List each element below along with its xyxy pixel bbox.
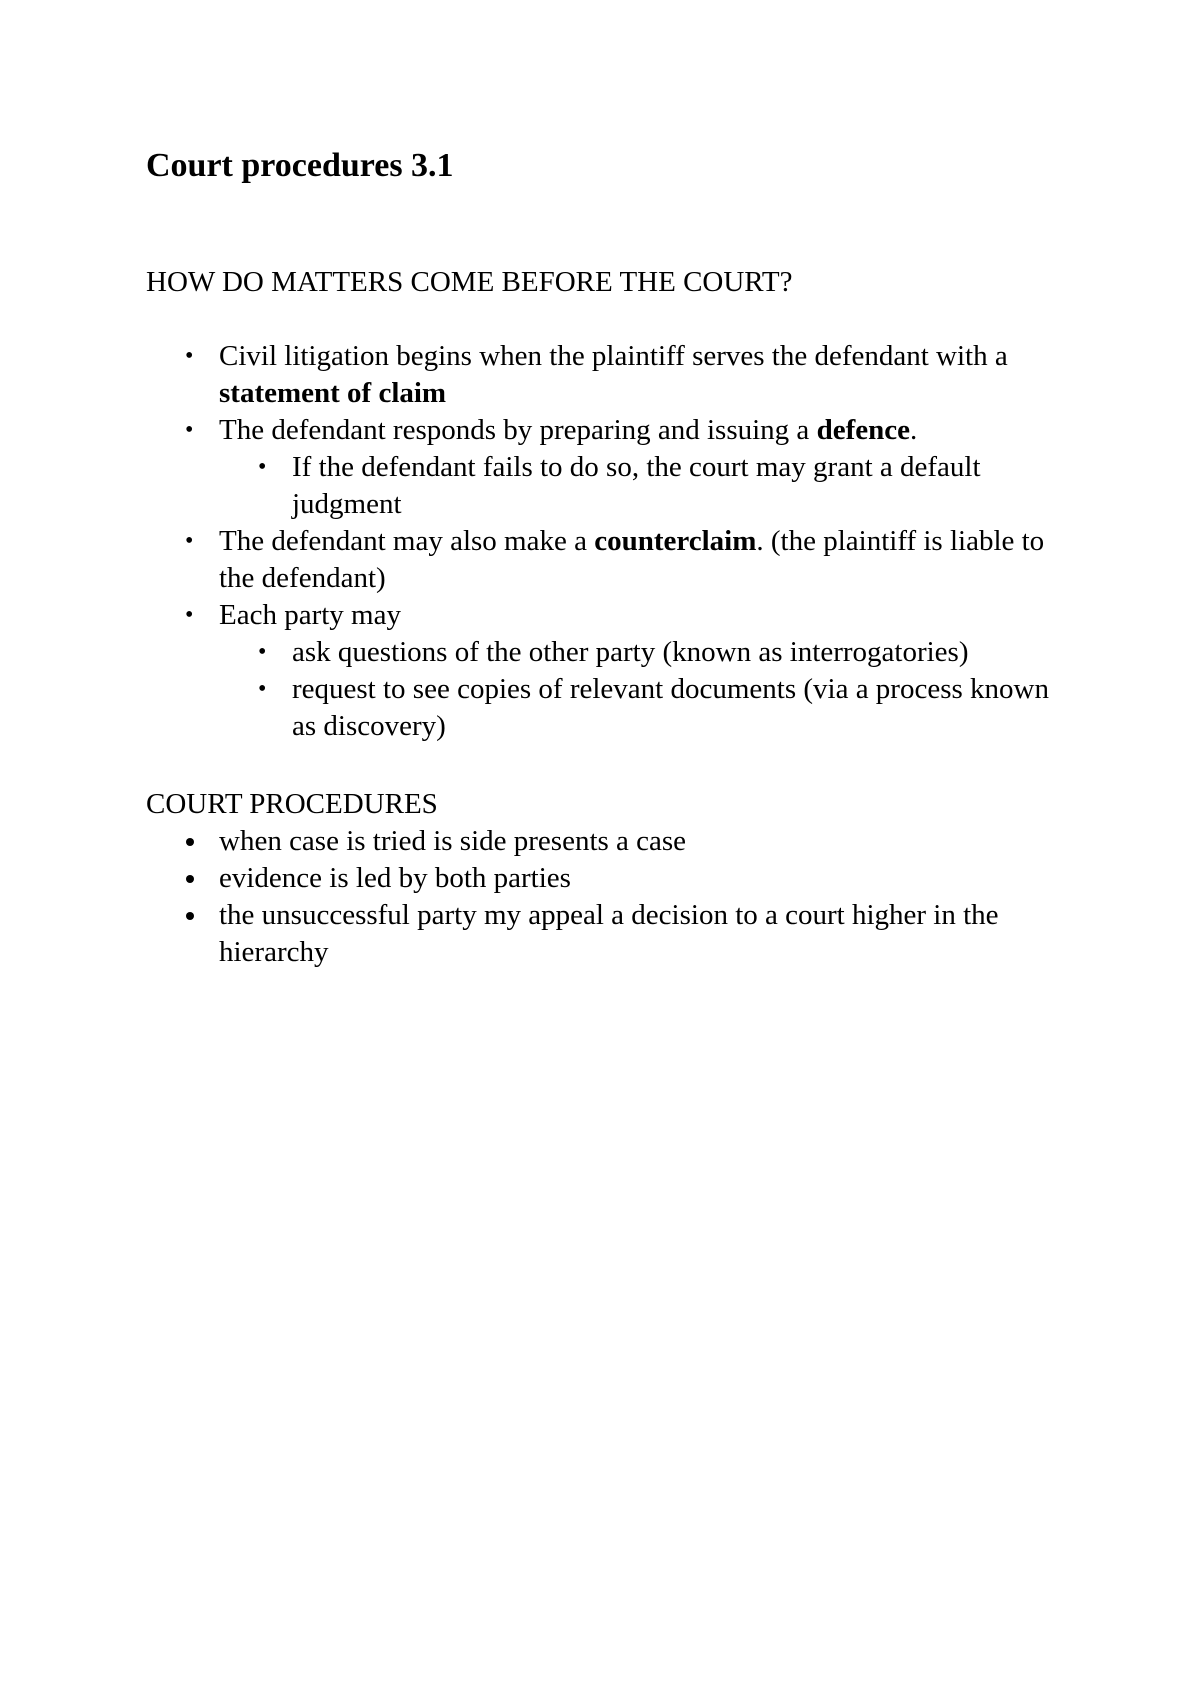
bullet-icon: • xyxy=(185,417,194,443)
section-heading-court-procedures: COURT PROCEDURES xyxy=(146,788,438,820)
bullet-icon xyxy=(186,838,194,846)
list-item-text: Civil litigation begins when the plaintiff serves the defendant with a statement of claim xyxy=(219,340,1008,409)
list-item xyxy=(0,823,1049,860)
bullet-icon: • xyxy=(185,343,194,369)
bold-term: counterclaim xyxy=(594,525,757,557)
sub-list-item xyxy=(0,449,1067,523)
bold-term: defence xyxy=(816,414,910,446)
list-item-text: The defendant may also make a counterclaim. (the plaintiff is liable to the defendant) xyxy=(219,525,1045,594)
bullet-icon: • xyxy=(258,676,267,702)
list-item xyxy=(0,860,1049,897)
document-title: Court procedures 3.1 xyxy=(146,147,454,184)
list-item-text: the unsuccessful party my appeal a decision to a court higher in the hierarchy xyxy=(219,899,999,968)
bullet-icon: • xyxy=(185,602,194,628)
bullet-icon: • xyxy=(258,639,267,665)
list-item-text: The defendant responds by preparing and issuing a defence. xyxy=(219,414,918,446)
list-item xyxy=(0,897,1049,971)
bullet-icon: • xyxy=(185,528,194,554)
sub-list-item xyxy=(0,671,1067,745)
bullet-icon xyxy=(186,875,194,883)
list-item xyxy=(0,338,1049,412)
list-item-text: when case is tried is side presents a case xyxy=(219,825,687,857)
list-item xyxy=(0,523,1049,597)
how-matters-list xyxy=(0,338,1067,745)
court-procedures-list xyxy=(0,823,1049,971)
section-heading-how-matters: HOW DO MATTERS COME BEFORE THE COURT? xyxy=(146,266,793,298)
list-item-text: evidence is led by both parties xyxy=(219,862,571,894)
list-item-text: request to see copies of relevant documents (via a process known as discovery) xyxy=(292,673,1049,742)
bullet-icon xyxy=(186,912,194,920)
bullet-icon: • xyxy=(258,454,267,480)
list-item xyxy=(0,412,1049,449)
sub-list-item xyxy=(0,634,1067,671)
bold-term: statement of claim xyxy=(219,377,447,409)
list-item-text: ask questions of the other party (known as interrogatories) xyxy=(292,636,969,668)
list-item xyxy=(0,597,1049,634)
list-item-text: If the defendant fails to do so, the court may grant a default judgment xyxy=(292,451,981,520)
list-item-text: Each party may xyxy=(219,599,401,631)
